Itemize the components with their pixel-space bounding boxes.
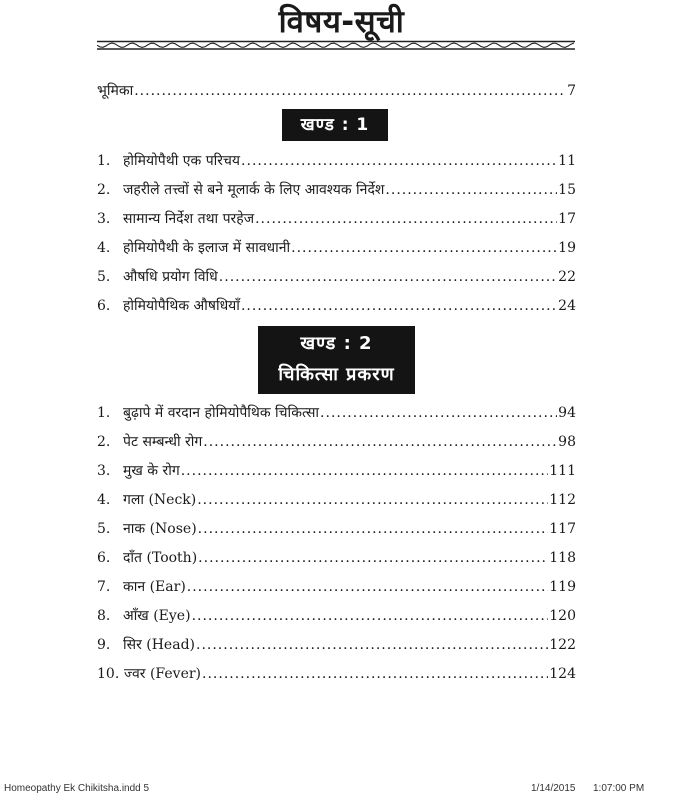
toc-row-number: 5. [97,521,111,537]
dot-leader [202,662,548,686]
toc-row-page: 94 [558,405,576,421]
toc-row-page: 120 [549,608,576,624]
toc-row-label: बुढ़ापे में वरदान होमियोपैथिक चिकित्सा [123,405,320,421]
toc-row-number: 2. [97,182,111,198]
page-title: विषय-सूची [278,4,405,40]
toc-row-page: 117 [549,521,576,537]
toc-row[interactable] [97,633,576,657]
toc-row-page: 11 [558,153,576,169]
dot-leader [196,633,548,657]
toc-row-number: 4. [97,492,111,508]
section-2-heading [258,326,415,394]
toc-row-number: 1. [97,405,111,421]
toc-intro-page: 7 [567,83,576,99]
toc-row-number: 2. [97,434,111,450]
toc-row-page: 19 [558,240,576,256]
toc-row-number: 9. [97,637,111,653]
toc-row[interactable] [97,517,576,541]
toc-row[interactable] [97,459,576,483]
toc-row-page: 22 [558,269,576,285]
toc-row-page: 119 [549,579,576,595]
toc-row-label: होमियोपैथी के इलाज में सावधानी [123,240,291,256]
toc-row[interactable] [97,662,576,686]
dot-leader [203,430,557,454]
toc-row-label: दाँत (Tooth) [123,550,198,566]
footer-time: 1:07:00 PM [593,783,645,794]
toc-row[interactable] [97,265,576,289]
toc-row[interactable] [97,207,576,231]
toc-row-number: 3. [97,463,111,479]
toc-row-label: पेट सम्बन्धी रोग [123,434,203,450]
toc-row-label: मुख के रोग [123,463,180,479]
toc-row-page: 24 [558,298,576,314]
footer-filename: Homeopathy Ek Chikitsha.indd 5 [4,783,150,794]
toc-intro-label: भूमिका [97,83,134,99]
toc-row-number: 6. [97,298,111,314]
toc-row-page: 122 [549,637,576,653]
toc-row-number: 3. [97,211,111,227]
dot-leader [320,401,557,425]
toc-row-page: 98 [558,434,576,450]
section-2-subheading-text: चिकित्सा प्रकरण [278,364,395,385]
decorative-rule [97,40,575,50]
toc-row-number: 1. [97,153,111,169]
dot-leader [198,517,549,541]
toc-row-number: 5. [97,269,111,285]
toc-row-number: 10. [97,666,120,682]
toc-row-page: 112 [549,492,576,508]
toc-row[interactable] [97,546,576,570]
dot-leader [192,604,549,628]
toc-row-label: कान (Ear) [123,579,186,595]
toc-row-number: 8. [97,608,111,624]
toc-row-label: सामान्य निर्देश तथा परहेज [123,211,255,227]
toc-row[interactable] [97,430,576,454]
toc-intro-row[interactable] [97,79,576,103]
dot-leader [385,178,557,202]
toc-row[interactable] [97,401,576,425]
toc-row-label: होमियोपैथी एक परिचय [123,153,241,169]
toc-row-page: 17 [558,211,576,227]
toc-row-label: गला (Neck) [123,492,197,508]
toc-row[interactable] [97,236,576,260]
toc-row-label: औषधि प्रयोग विधि [123,269,218,285]
toc-row-page: 124 [549,666,576,682]
toc-row[interactable] [97,149,576,173]
toc-row-number: 4. [97,240,111,256]
toc-row-label: नाक (Nose) [123,521,197,537]
toc-row-label: आँख (Eye) [123,608,191,624]
section-1-heading-text: खण्ड : 1 [300,115,370,135]
toc-row-label: होमियोपैथिक औषधियाँ [123,298,240,314]
toc-row-page: 15 [558,182,576,198]
toc-row-page: 118 [549,550,576,566]
section-2-heading-text: खण्ड : 2 [300,333,373,354]
dot-leader [241,294,557,318]
toc-row-label: जहरीले तत्त्वों से बने मूलार्क के लिए आवश्यक निर्देश [123,182,385,198]
toc-row[interactable] [97,178,576,202]
section-1-heading [282,109,388,141]
toc-row-label: सिर (Head) [123,637,195,653]
dot-leader [181,459,549,483]
dot-leader [134,79,566,103]
dot-leader [197,488,548,512]
dot-leader [241,149,557,173]
toc-row-page: 111 [549,463,576,479]
dot-leader [219,265,557,289]
dot-leader [291,236,557,260]
dot-leader [255,207,557,231]
toc-row-number: 7. [97,579,111,595]
toc-row-label: ज्वर (Fever) [124,666,202,682]
dot-leader [187,575,548,599]
dot-leader [198,546,548,570]
toc-row[interactable] [97,488,576,512]
toc-row-number: 6. [97,550,111,566]
toc-row[interactable] [97,604,576,628]
footer-date: 1/14/2015 [531,783,576,794]
toc-row[interactable] [97,575,576,599]
toc-row[interactable] [97,294,576,318]
